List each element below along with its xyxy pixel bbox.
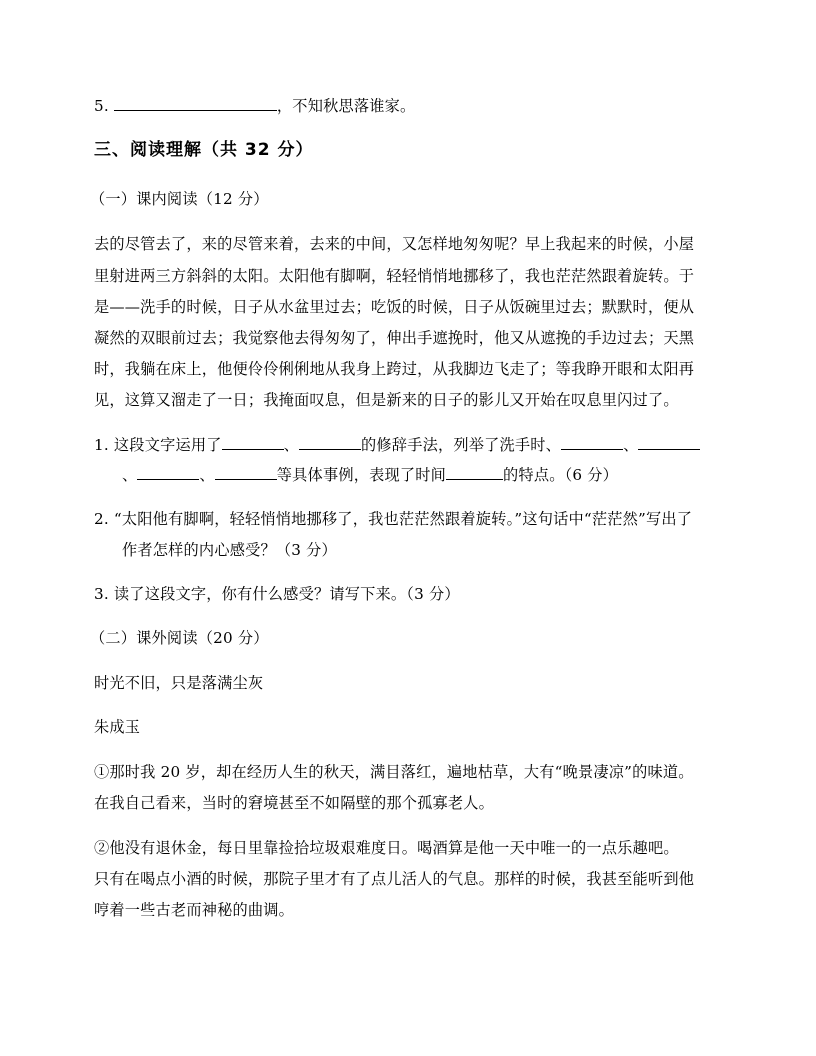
article-paragraph-line: ①那时我 20 岁，却在经历人生的秋天，满目落红，遍地枯草，大有“晚景凄凉”的味道。 (94, 763, 694, 781)
answer-blank[interactable] (561, 434, 623, 450)
question-1-text: 1. 这段文字运用了 (94, 436, 222, 454)
question-1-text: 等具体事例，表现了时间 (276, 466, 447, 484)
question-2-line-2: 作者怎样的内心感受？（3 分） (122, 541, 337, 559)
question-1-text: 的特点。（6 分） (503, 466, 619, 484)
article-paragraph-line: 哼着一些古老而神秘的曲调。 (94, 901, 295, 919)
passage-line: 凝然的双眼前过去；我觉察他去得匆匆了，伸出手遮挽时，他又从遮挽的手边过去；天黑 (94, 329, 695, 347)
article-paragraph-line: ②他没有退休金，每日里靠捡拾垃圾艰难度日。喝酒算是他一天中唯一的一点乐趣吧。 (94, 839, 679, 857)
question-1-line-1 (94, 434, 700, 455)
part-two-title: （二）课外阅读（20 分） (90, 629, 269, 647)
question-1-text: 、 (283, 436, 300, 454)
passage-line: 去的尽管去了，来的尽管来着，去来的中间，又怎样地匆匆呢？早上我起来的时候，小屋 (94, 235, 695, 253)
answer-blank[interactable] (299, 434, 361, 450)
question-1-text: 的修辞手法，列举了洗手时、 (361, 436, 562, 454)
passage-line: 时，我躺在床上，他便伶伶俐俐地从我身上跨过，从我脚边飞走了；等我睁开眼和太阳再 (94, 360, 695, 378)
section-title: 三、阅读理解（共 32 分） (94, 140, 314, 160)
answer-blank[interactable] (114, 95, 277, 111)
article-paragraph-line: 在我自己看来，当时的窘境甚至不如隔壁的那个孤寡老人。 (94, 794, 495, 812)
article-title: 时光不旧，只是落满尘灰 (94, 674, 264, 692)
question-2-line-1: 2. “太阳他有脚啊，轻轻悄悄地挪移了，我也茫茫然跟着旋转。”这句话中“茫茫然”写出了 (94, 510, 693, 528)
question-3: 3. 读了这段文字，你有什么感受？请写下来。（3 分） (94, 585, 460, 603)
question-1-text: 、 (199, 466, 215, 484)
article-author: 朱成玉 (94, 718, 141, 736)
passage-line: 是——洗手的时候，日子从水盆里过去；吃饭的时候，日子从饭碗里过去；默默时，便从 (94, 298, 695, 316)
question-5-prefix: 5. (94, 97, 114, 115)
answer-blank[interactable] (638, 434, 700, 450)
passage-line: 见，这算又溜走了一日；我掩面叹息，但是新来的日子的影儿又开始在叹息里闪过了。 (94, 391, 679, 409)
part-one-title: （一）课内阅读（12 分） (90, 190, 269, 208)
answer-blank[interactable] (137, 464, 199, 480)
question-5-suffix: ，不知秋思落谁家。 (276, 97, 416, 115)
answer-blank[interactable] (215, 464, 277, 480)
article-paragraph-line: 只有在喝点小酒的时候，那院子里才有了点儿活人的气息。那样的时候，我甚至能听到他 (94, 870, 695, 888)
question-1-line-2 (122, 464, 618, 485)
question-1-text: 、 (623, 436, 639, 454)
answer-blank[interactable] (446, 464, 503, 480)
answer-blank[interactable] (222, 434, 284, 450)
passage-line: 里射进两三方斜斜的太阳。太阳他有脚啊，轻轻悄悄地挪移了，我也茫茫然跟着旋转。于 (94, 267, 695, 285)
question-5 (94, 95, 415, 116)
question-1-text: 、 (122, 466, 138, 484)
